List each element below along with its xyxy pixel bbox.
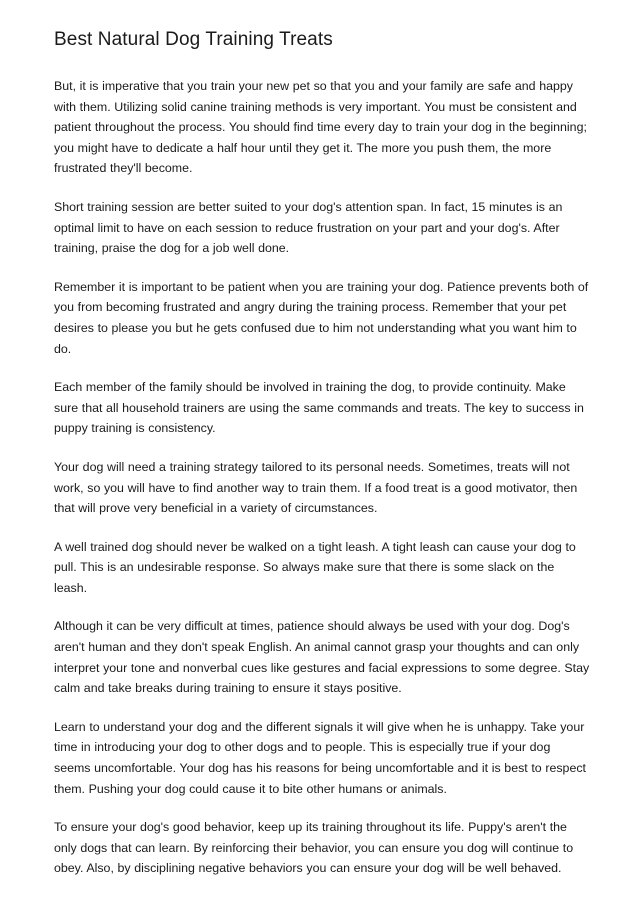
paragraph: Learn to understand your dog and the different signals it will give when he is unhappy. Take your time in introducing your dog to other dogs and to people. This is especially true if your dog seems uncomfortable. Your dog has his reasons for being uncomfortable and it is best to respect them. Pushing your dog could cause it to bite other humans or animals.: [54, 719, 586, 796]
paragraph: Each member of the family should be involved in training the dog, to provide continuity. Make sure that all household trainers are using the same commands and treats. The key to success in puppy training is consistency.: [54, 380, 584, 436]
paragraph: A well trained dog should never be walked on a tight leash. A tight leash can cause your dog to pull. This is an undesirable response. So always make sure that there is some slack on the leash.: [54, 539, 576, 595]
paragraph: But, it is imperative that you train your new pet so that you and your family are safe and happy with them. Utilizing solid canine training methods is very important. You must be consistent and patient throughout the process. You should find time every day to train your dog in the beginning; you might have to dedicate a half hour until they get it. The more you push them, the more frustrated they'll become.: [54, 79, 587, 176]
document-title: Best Natural Dog Training Treats: [54, 29, 333, 50]
paragraph: Remember it is important to be patient when you are training your dog. Patience prevents both of you from becoming frustrated and angry during the training process. Remember that your pet desires to please you but he gets confused due to him not understanding what you want him to do.: [54, 279, 589, 356]
paragraph: To ensure your dog's good behavior, keep up its training throughout its life. Puppy's aren't the only dogs that can learn. By reinforcing their behavior, you can ensure you dog will continue to obey. Also, by disciplining negative behaviors you can ensure your dog will be well behaved.: [54, 820, 574, 876]
paragraph: Your dog will need a training strategy tailored to its personal needs. Sometimes, treats will not work, so you will have to find another way to train them. If a food treat is a good motivator, then that will prove very beneficial in a variety of circumstances.: [54, 459, 578, 516]
document-page: [54, 26, 590, 897]
paragraph: Short training session are better suited to your dog's attention span. In fact, 15 minutes is an optimal limit to have on each session to reduce frustration on your part and your dog's. After training, praise the dog for a job well done.: [54, 199, 563, 256]
paragraph: Although it can be very difficult at times, patience should always be used with your dog. Dog's aren't human and they don't speak English. An animal cannot grasp your thoughts and can only interpret your tone and nonverbal cues like gestures and facial expressions to some degree. Stay calm and take breaks during training to ensure it stays positive.: [54, 619, 590, 696]
